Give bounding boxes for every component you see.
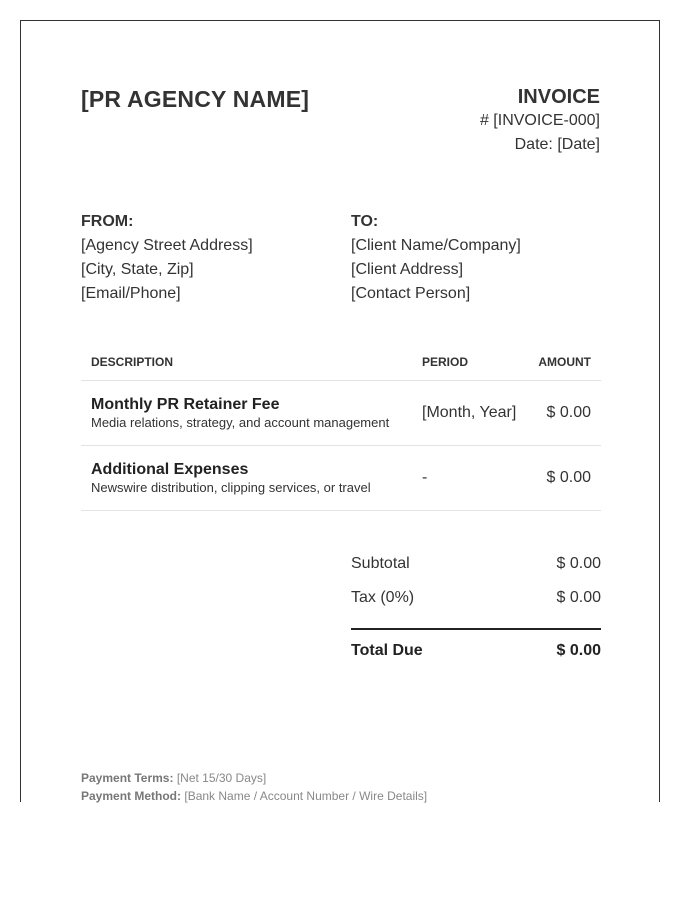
total-due-value: $ 0.00 <box>556 642 601 659</box>
invoice-number: # [INVOICE-000] <box>479 112 600 129</box>
from-street: [Agency Street Address] <box>81 237 253 254</box>
tax-label: Tax (0%) <box>351 589 415 606</box>
header-description: DESCRIPTION <box>91 355 174 369</box>
from-city: [City, State, Zip] <box>81 261 194 278</box>
item-amount: $ 0.00 <box>546 404 591 421</box>
total-due-label: Total Due <box>351 642 423 659</box>
invoice-title: INVOICE <box>517 86 600 108</box>
item-name: Monthly PR Retainer Fee <box>91 396 280 413</box>
payment-terms-value: [Net 15/30 Days] <box>176 771 267 785</box>
to-heading: TO: <box>351 213 379 230</box>
invoice-date: Date: [Date] <box>514 136 600 153</box>
to-client-address: [Client Address] <box>351 261 464 278</box>
payment-method-line <box>81 787 427 805</box>
invoice-page <box>20 20 660 802</box>
totals-block <box>351 555 601 672</box>
item-period: [Month, Year] <box>422 404 517 421</box>
subtotal-line <box>351 555 601 589</box>
total-divider <box>351 628 601 630</box>
table-row <box>81 446 601 511</box>
payment-terms-line <box>81 769 427 787</box>
total-due-line <box>351 642 601 672</box>
subtotal-label: Subtotal <box>351 555 410 572</box>
header-period: PERIOD <box>422 355 469 369</box>
table-header <box>81 345 601 381</box>
line-items-table <box>81 345 601 511</box>
payment-method-value: [Bank Name / Account Number / Wire Details] <box>184 789 428 803</box>
to-address <box>351 210 521 306</box>
tax-line <box>351 589 601 623</box>
from-address <box>81 210 253 306</box>
payment-method-label: Payment Method: <box>81 789 182 803</box>
item-name: Additional Expenses <box>91 461 249 478</box>
from-heading: FROM: <box>81 213 134 230</box>
to-contact-person: [Contact Person] <box>351 285 471 302</box>
header-amount: AMOUNT <box>538 355 591 369</box>
item-detail: Newswire distribution, clipping services, or travel <box>91 480 371 495</box>
item-amount: $ 0.00 <box>546 469 591 486</box>
payment-terms <box>81 769 427 805</box>
item-detail: Media relations, strategy, and account management <box>91 415 390 430</box>
from-contact: [Email/Phone] <box>81 285 181 302</box>
to-client-name: [Client Name/Company] <box>351 237 521 254</box>
subtotal-value: $ 0.00 <box>556 555 601 572</box>
agency-name: [PR AGENCY NAME] <box>81 86 310 112</box>
payment-terms-label: Payment Terms: <box>81 771 174 785</box>
table-row <box>81 381 601 446</box>
invoice-info <box>480 85 600 157</box>
tax-value: $ 0.00 <box>556 589 601 606</box>
item-period: - <box>422 469 428 486</box>
